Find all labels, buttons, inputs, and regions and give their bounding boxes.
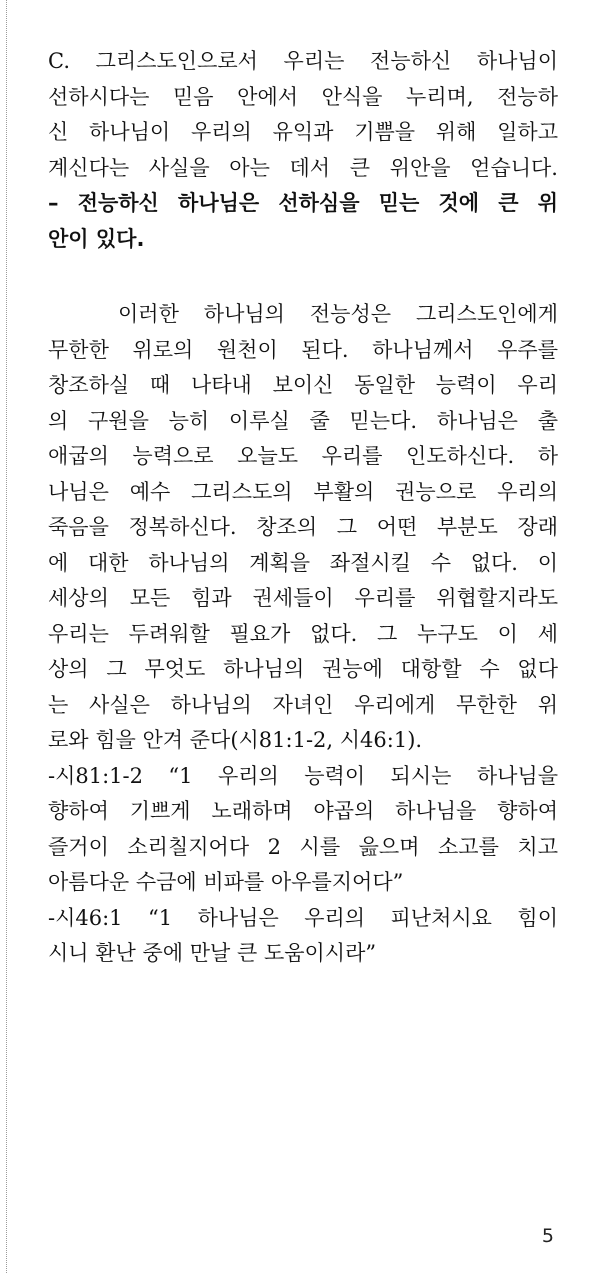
- text-line: 신 하나님이 우리의 유익과 기쁨을 위해 일하고: [48, 120, 558, 144]
- text-line: 무한한 위로의 원천이 된다. 하나님께서 우주를: [48, 337, 558, 362]
- text-line: 애굽의 능력으로 오늘도 우리를 인도하신다. 하: [48, 444, 558, 468]
- text-line: 의 구원을 능히 이루실 줄 믿는다. 하나님은 출: [48, 408, 558, 433]
- summary-line: 안이 있다.: [48, 226, 145, 251]
- page-content: [48, 44, 558, 972]
- page-number: 5: [541, 1225, 554, 1247]
- text-line: C. 그리스도인으로서 우리는 전능하신 하나님이: [48, 49, 558, 73]
- quote-line: 향하여 기쁘게 노래하며 야곱의 하나님을 향하여: [48, 799, 558, 823]
- text-line: 이러한 하나님의 전능성은 그리스도인에게: [118, 302, 558, 326]
- page-margin-dotted-rule: [6, 0, 7, 1273]
- psalm-81-quote: [48, 759, 558, 901]
- quote-line: 즐거이 소리칠지어다 2 시를 읊으며 소고를 치고: [48, 834, 558, 859]
- section-c-paragraph: [48, 44, 558, 186]
- text-line: 우리는 두려워할 필요가 없다. 그 누구도 이 세: [48, 621, 558, 646]
- text-line: 창조하실 때 나타내 보이신 동일한 능력이 우리: [48, 373, 558, 397]
- text-line: 상의 그 무엇도 하나님의 권능에 대항할 수 없다: [48, 657, 558, 681]
- text-line: 세상의 모든 힘과 권세들이 우리를 위협할지라도: [48, 586, 558, 610]
- psalm-46-quote: [48, 901, 558, 972]
- text-line: 나님은 예수 그리스도의 부활의 권능으로 우리의: [48, 479, 558, 504]
- quote-line: -시81:1-2 “1 우리의 능력이 되시는 하나님을: [48, 763, 558, 788]
- text-line: 죽음을 정복하신다. 창조의 그 어떤 부분도 장래: [48, 515, 558, 539]
- quote-line: 아름다운 수금에 비파를 아우를지어다”: [48, 870, 404, 894]
- text-line: 는 사실은 하나님의 자녀인 우리에게 무한한 위: [48, 692, 558, 717]
- text-line: 에 대한 하나님의 계획을 좌절시킬 수 없다. 이: [48, 550, 558, 575]
- text-line: 계신다는 사실을 아는 데서 큰 위안을 얻습니다.: [48, 155, 558, 180]
- summary-line: – 전능하신 하나님은 선하심을 믿는 것에 큰 위: [48, 191, 558, 215]
- text-line: 로와 힘을 안겨 준다(시81:1-2, 시46:1).: [48, 728, 423, 752]
- quote-line: 시니 환난 중에 만날 큰 도움이시라”: [48, 941, 377, 965]
- quote-line: -시46:1 “1 하나님은 우리의 피난처시요 힘이: [48, 905, 558, 930]
- paragraph-gap: [48, 257, 558, 297]
- body-paragraph: [48, 297, 558, 759]
- text-line: 선하시다는 믿음 안에서 안식을 누리며, 전능하: [48, 84, 558, 109]
- section-c-summary: [48, 186, 558, 257]
